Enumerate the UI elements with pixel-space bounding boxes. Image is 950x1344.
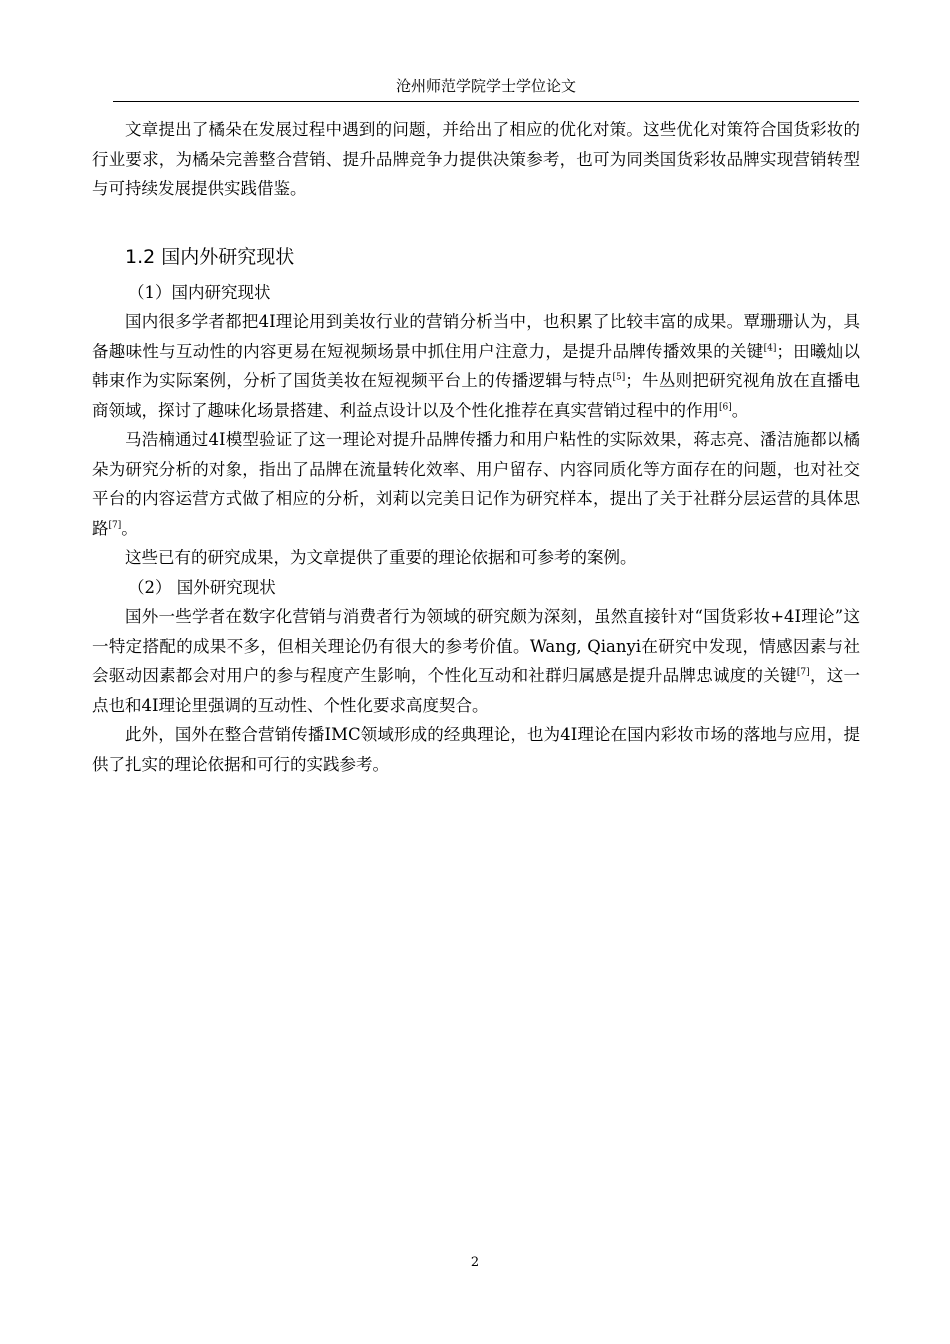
subheading-domestic: （1）国内研究现状 — [128, 282, 271, 302]
citation: [6] — [719, 402, 732, 412]
citation: [5] — [612, 372, 626, 383]
text-run: ；牛丛则把研究视角放在直播电商领域，探讨了趣味化场景搭建、利益点设计以及个性化推荐在真实营销过程中的作用 — [92, 371, 861, 420]
citation: [7] — [108, 520, 122, 530]
text-run: 国内很多学者都把4I理论用到美妆行业的营销分析当中，也积累了比较丰富的成果。覃珊珊认为，具备趣味性与互动性的内容更易在短视频场景中抓住用户注意力，是提升品牌传播效果的关键 — [92, 312, 860, 361]
paragraph-foreign-1 — [92, 602, 860, 720]
citation: [7] — [796, 667, 810, 678]
text-run: 马浩楠通过4I模型验证了这一理论对提升品牌传播力和用户粘性的实际效果，蒋志亮、潘洁施都以橘朵为研究分析的对象，指出了品牌在流量转化效率、用户留存、内容同质化等方面存在的问题，也对社交平台的内容运营方式做了相应的分析，刘莉以完美日记作为研究样本，提出了关于社群分层运营的具体思路 — [92, 430, 860, 538]
subheading-foreign: （2） 国外研究现状 — [128, 577, 276, 597]
paragraph-intro-conclusion: 文章提出了橘朵在发展过程中遇到的问题，并给出了相应的优化对策。这些优化对策符合国货彩妆的行业要求，为橘朵完善整合营销、提升品牌竞争力提供决策参考，也可为同类国货彩妆品牌实现营销转型与可持续发展提供实践借鉴。 — [92, 120, 860, 198]
text-run: ，这一点也和4I理论里强调的互动性、个性化要求高度契合。 — [92, 666, 861, 715]
text-run: 国外一些学者在数字化营销与消费者行为领域的研究颇为深刻，虽然直接针对“国货彩妆+4I理论”这一特定搭配的成果不多，但相关理论仍有很大的参考价值。Wang, Qianyi在研究中发现，情感因素与社会驱动因素都会对用户的参与程度产生影响，个性化互动和社群归属感是提升品牌忠诚度的关键 — [92, 607, 860, 685]
citation: [4] — [763, 343, 777, 353]
running-header: 沧州师范学院学士学位论文 — [395, 77, 576, 95]
body-text — [92, 115, 860, 779]
text-run: 。 — [121, 518, 138, 538]
paragraph-domestic-2 — [92, 425, 860, 543]
paragraph-domestic-summary: 这些已有的研究成果，为文章提供了重要的理论依据和可参考的案例。 — [125, 548, 637, 567]
paragraph-foreign-2: 此外，国外在整合营销传播IMC领域形成的经典理论，也为4I理论在国内彩妆市场的落地与应用，提供了扎实的理论依据和可行的实践参考。 — [92, 725, 860, 774]
text-run: ；田曦灿以韩束作为实际案例，分析了国货美妆在短视频平台上的传播逻辑与特点 — [92, 341, 861, 390]
text-run: 。 — [731, 400, 749, 420]
section-heading: 1.2 国内外研究现状 — [125, 245, 295, 268]
page-number: 2 — [470, 1255, 480, 1270]
paragraph-domestic-1 — [92, 307, 860, 425]
header-rule — [113, 101, 859, 102]
